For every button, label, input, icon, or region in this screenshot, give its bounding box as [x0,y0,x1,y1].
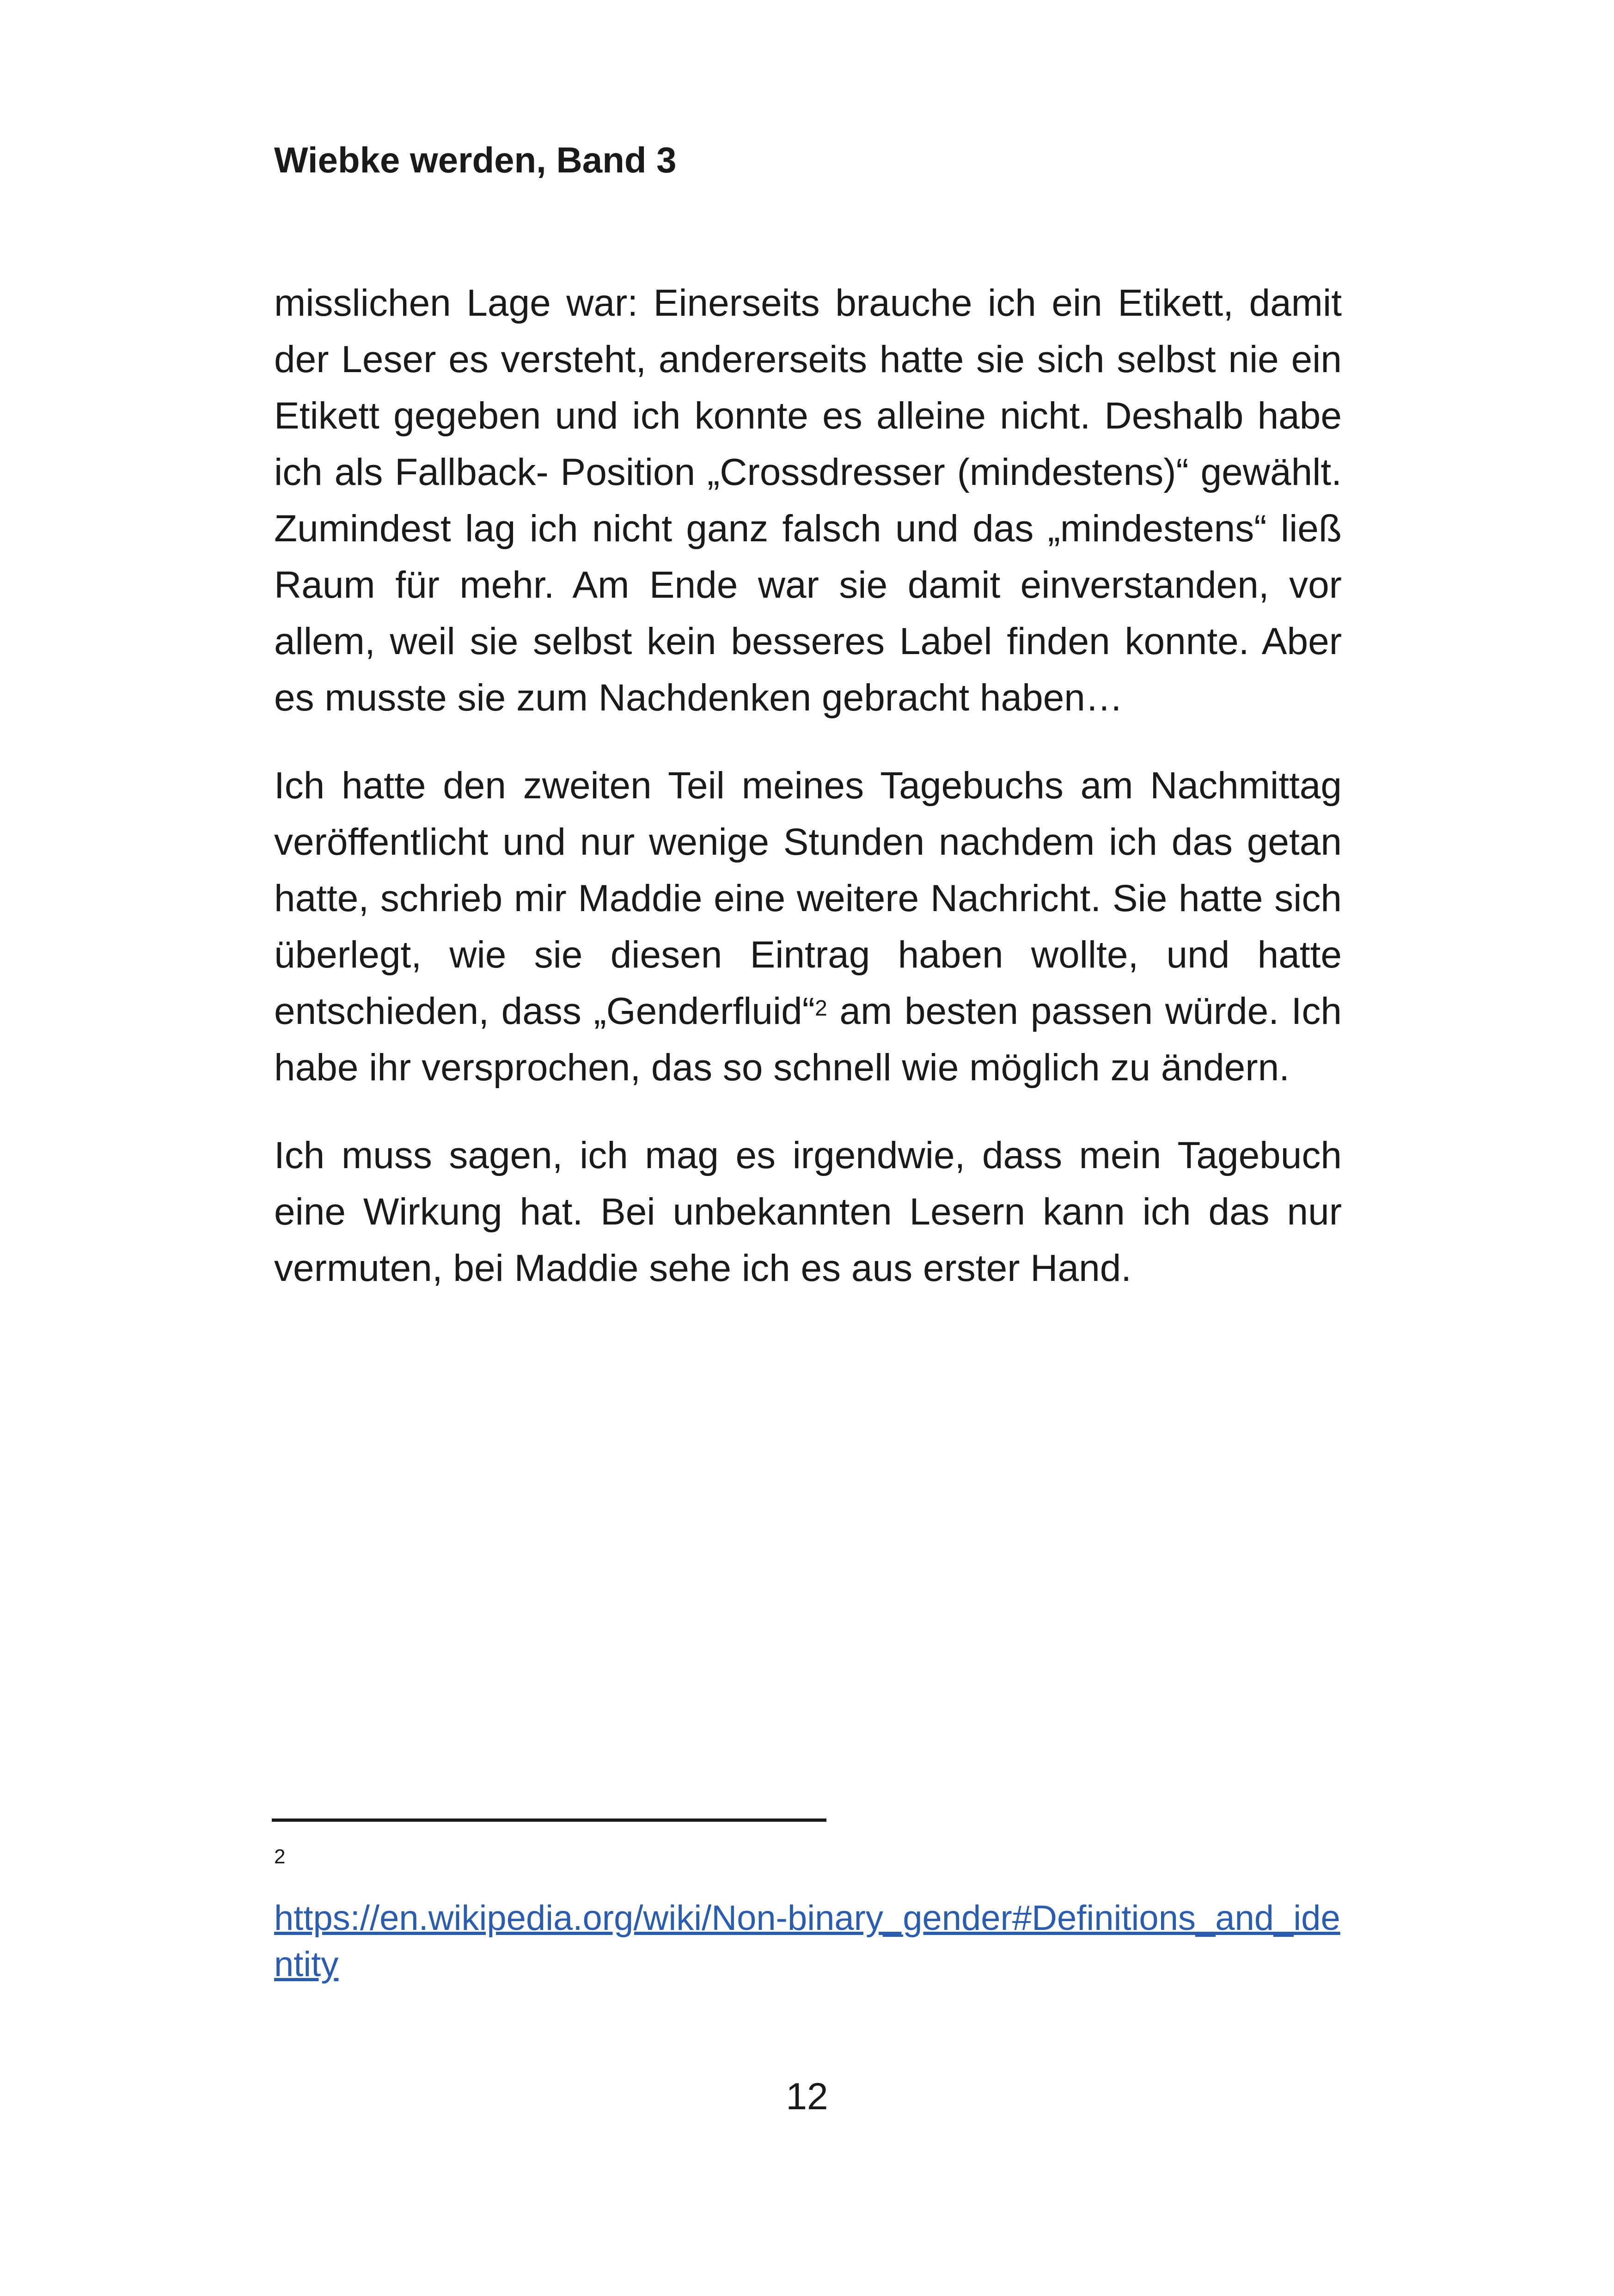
paragraph-2 [274,758,1342,1096]
paragraph-1: misslichen Lage war: Einerseits brauche ich ein Etikett, damit der Leser es versteht, andererseits hatte sie sich selbst nie ein Etikett gegeben und ich konnte es alleine nicht. Deshalb habe ich als Fallback- Position „Crossdresser (mindestens)“ gewählt. Zumindest lag ich nicht ganz falsch und das „mindestens“ ließ Raum für mehr. Am Ende war sie damit einverstanden, vor allem, weil sie selbst kein besseres Label finden konnte. Aber es musste sie zum Nachdenken gebracht haben… [274,282,1342,719]
paragraph-2-text-after-ref: am besten passen würde. Ich habe ihr versprochen, das so schnell wie möglich zu ändern. [274,990,1342,1089]
body-text [274,275,1342,1297]
paragraph-2-text-before-ref: Ich hatte den zweiten Teil meines Tagebuchs am Nachmittag veröffentlicht und nur wenige Stunden nachdem ich das getan hatte, schrieb mir Maddie eine weitere Nachricht. Sie hatte sich überlegt, wie sie diesen Eintrag haben wollte, und hatte entschieden, dass „Genderfluid“ [274,765,1342,1032]
page-number: 12 [786,2076,828,2118]
running-header: Wiebke werden, Band 3 [274,140,677,180]
footnote-separator [272,1818,826,1822]
footnote-number: 2 [274,1845,286,1868]
footnote-link[interactable]: https://en.wikipedia.org/wiki/Non-binary_gender#Definitions_and_identity [274,1898,1340,1984]
footnote-reference[interactable]: 2 [815,996,827,1021]
paragraph-3: Ich muss sagen, ich mag es irgendwie, dass mein Tagebuch eine Wirkung hat. Bei unbekannten Lesern kann ich das nur vermuten, bei Maddie sehe ich es aus erster Hand. [274,1134,1342,1289]
